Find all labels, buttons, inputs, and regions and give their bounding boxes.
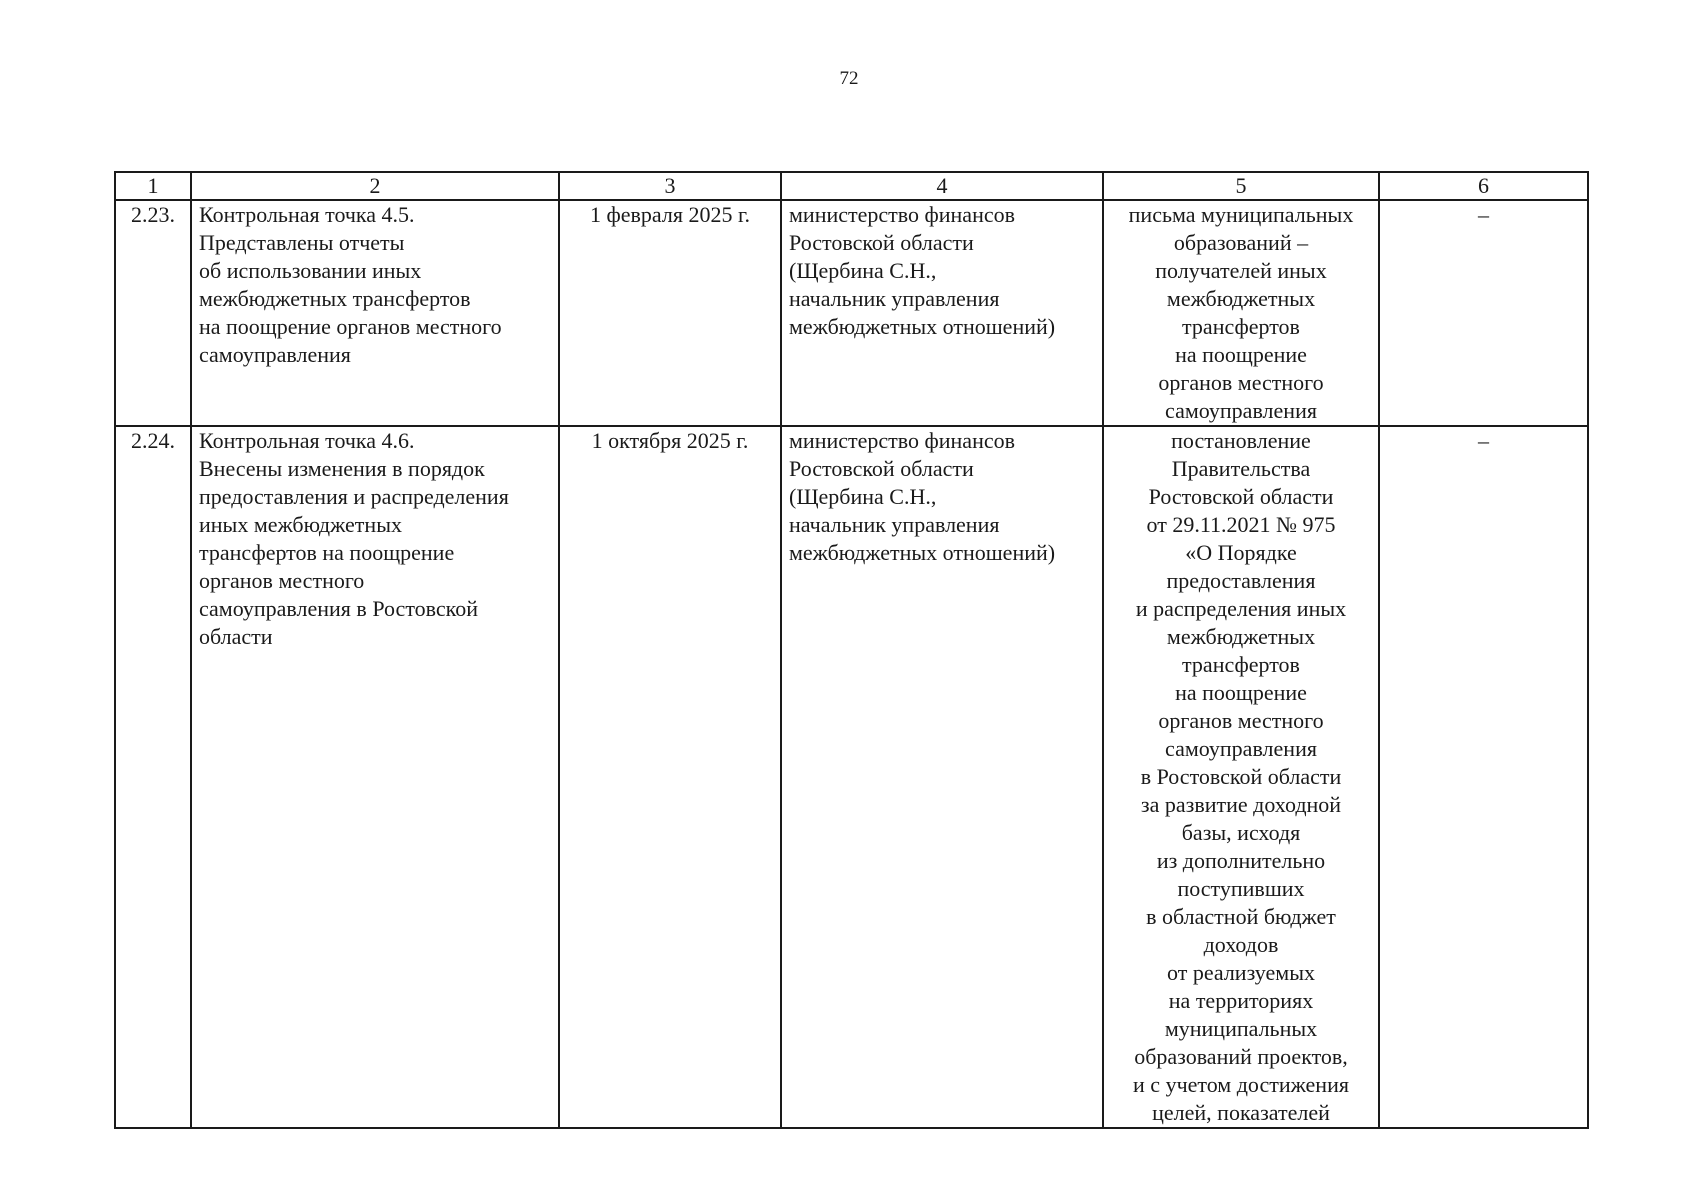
table-row [115,200,1588,426]
column-number-3: 3 [559,172,781,200]
document-cell: постановление Правительства Ростовской области от 29.11.2021 № 975 «О Порядке предоставления и распределения иных межбюджетных трансфертов на поощрение органов местного самоуправления в Ростовской области за развитие доходной базы, исходя из дополнительно поступивших в областной бюджет доходов от реализуемых на территориях муниципальных образований проектов, и с учетом достижения целей, показателей [1103,426,1379,1128]
column-number-4: 4 [781,172,1103,200]
document-cell: письма муниципальных образований – получателей иных межбюджетных трансфертов на поощрение органов местного самоуправления [1103,200,1379,426]
info-system-cell: – [1379,200,1588,426]
event-cell: Контрольная точка 4.5. Представлены отчеты об использовании иных межбюджетных трансфертов на поощрение органов местного самоуправления [191,200,559,426]
page-number: 72 [839,68,859,89]
table-row [115,426,1588,1128]
column-number-6: 6 [1379,172,1588,200]
info-system-cell: – [1379,426,1588,1128]
date-cell: 1 октября 2025 г. [559,426,781,1128]
event-cell: Контрольная точка 4.6. Внесены изменения в порядок предоставления и распределения иных межбюджетных трансфертов на поощрение органов местного самоуправления в Ростовской области [191,426,559,1128]
responsible-cell: министерство финансов Ростовской области (Щербина С.Н., начальник управления межбюджетных отношений) [781,426,1103,1128]
row-number-cell: 2.23. [115,200,191,426]
implementation-plan-table [114,171,1589,1129]
column-number-row [115,172,1588,200]
column-number-1: 1 [115,172,191,200]
responsible-cell: министерство финансов Ростовской области (Щербина С.Н., начальник управления межбюджетных отношений) [781,200,1103,426]
column-number-2: 2 [191,172,559,200]
column-number-5: 5 [1103,172,1379,200]
row-number-cell: 2.24. [115,426,191,1128]
date-cell: 1 февраля 2025 г. [559,200,781,426]
